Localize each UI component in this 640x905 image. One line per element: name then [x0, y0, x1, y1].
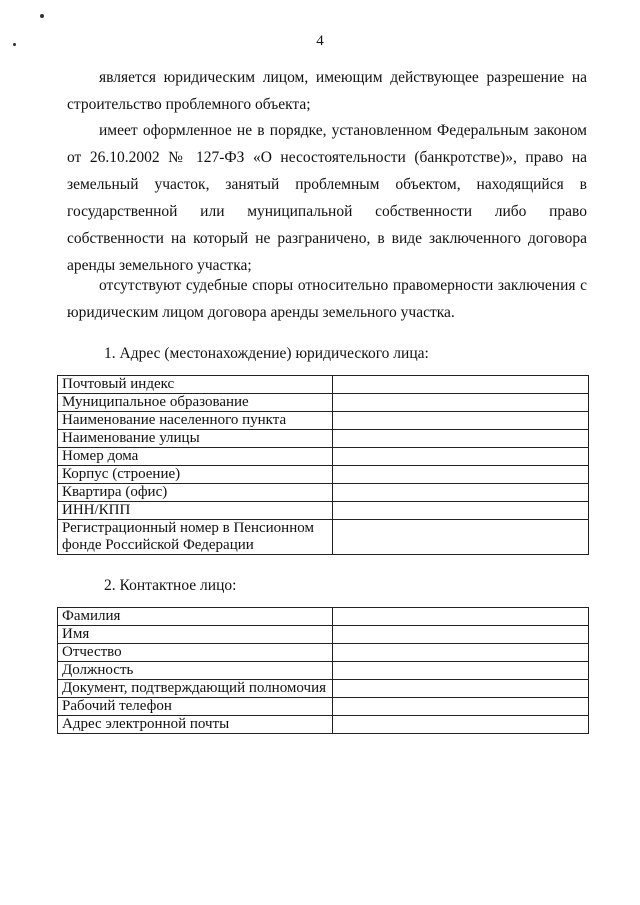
table-row: [58, 376, 589, 394]
field-value[interactable]: [333, 520, 589, 555]
field-value[interactable]: [333, 376, 589, 394]
field-label: Регистрационный номер в Пенсионном фонде Российской Федерации: [58, 520, 333, 555]
field-value[interactable]: [333, 412, 589, 430]
field-value[interactable]: [333, 394, 589, 412]
table-row: [58, 502, 589, 520]
field-value[interactable]: [333, 716, 589, 734]
table-row: [58, 394, 589, 412]
legal-address-table: [57, 375, 589, 555]
scan-speck: [40, 14, 44, 18]
field-label: Квартира (офис): [58, 484, 333, 502]
field-value[interactable]: [333, 608, 589, 626]
field-value[interactable]: [333, 430, 589, 448]
table-row: [58, 448, 589, 466]
field-label: Рабочий телефон: [58, 698, 333, 716]
table-row: [58, 608, 589, 626]
table-row: [58, 626, 589, 644]
table-row: [58, 412, 589, 430]
table-row: [58, 644, 589, 662]
field-label: Фамилия: [58, 608, 333, 626]
field-value[interactable]: [333, 626, 589, 644]
table-row: [58, 484, 589, 502]
field-label: ИНН/КПП: [58, 502, 333, 520]
field-value[interactable]: [333, 484, 589, 502]
field-value[interactable]: [333, 502, 589, 520]
field-label: Корпус (строение): [58, 466, 333, 484]
table-row: [58, 716, 589, 734]
field-value[interactable]: [333, 662, 589, 680]
field-value[interactable]: [333, 698, 589, 716]
page-number: 4: [316, 33, 324, 49]
field-label: Должность: [58, 662, 333, 680]
field-label: Муниципальное образование: [58, 394, 333, 412]
table-row: [58, 698, 589, 716]
table-row: [58, 680, 589, 698]
paragraph-1: является юридическим лицом, имеющим действующее разрешение на строительство проблемного объекта;: [67, 69, 587, 113]
field-label: Имя: [58, 626, 333, 644]
field-label: Почтовый индекс: [58, 376, 333, 394]
table-row: [58, 662, 589, 680]
section-2-title: 2. Контактное лицо:: [104, 577, 237, 594]
field-value[interactable]: [333, 448, 589, 466]
field-value[interactable]: [333, 680, 589, 698]
field-label: Документ, подтверждающий полномочия: [58, 680, 333, 698]
paragraph-2: имеет оформленное не в порядке, установленном Федеральным законом от 26.10.2002 № 127-ФЗ «О несостоятельности (банкротстве)», право на земельный участок, занятый проблемным объектом, находящийся в государственной или муниципальной собственности либо право собственности на который не разграничено, в виде заключенного договора аренды земельного участка;: [67, 122, 587, 274]
table-row: [58, 430, 589, 448]
field-label: Наименование населенного пункта: [58, 412, 333, 430]
paragraph-3: отсутствуют судебные споры относительно правомерности заключения с юридическим лицом договора аренды земельного участка.: [67, 277, 587, 321]
field-label: Номер дома: [58, 448, 333, 466]
field-value[interactable]: [333, 644, 589, 662]
contact-person-table: [57, 607, 589, 734]
table-row: [58, 520, 589, 555]
table-row: [58, 466, 589, 484]
field-value[interactable]: [333, 466, 589, 484]
section-1-title: 1. Адрес (местонахождение) юридического лица:: [104, 345, 429, 362]
field-label: Адрес электронной почты: [58, 716, 333, 734]
field-label: Отчество: [58, 644, 333, 662]
field-label: Наименование улицы: [58, 430, 333, 448]
